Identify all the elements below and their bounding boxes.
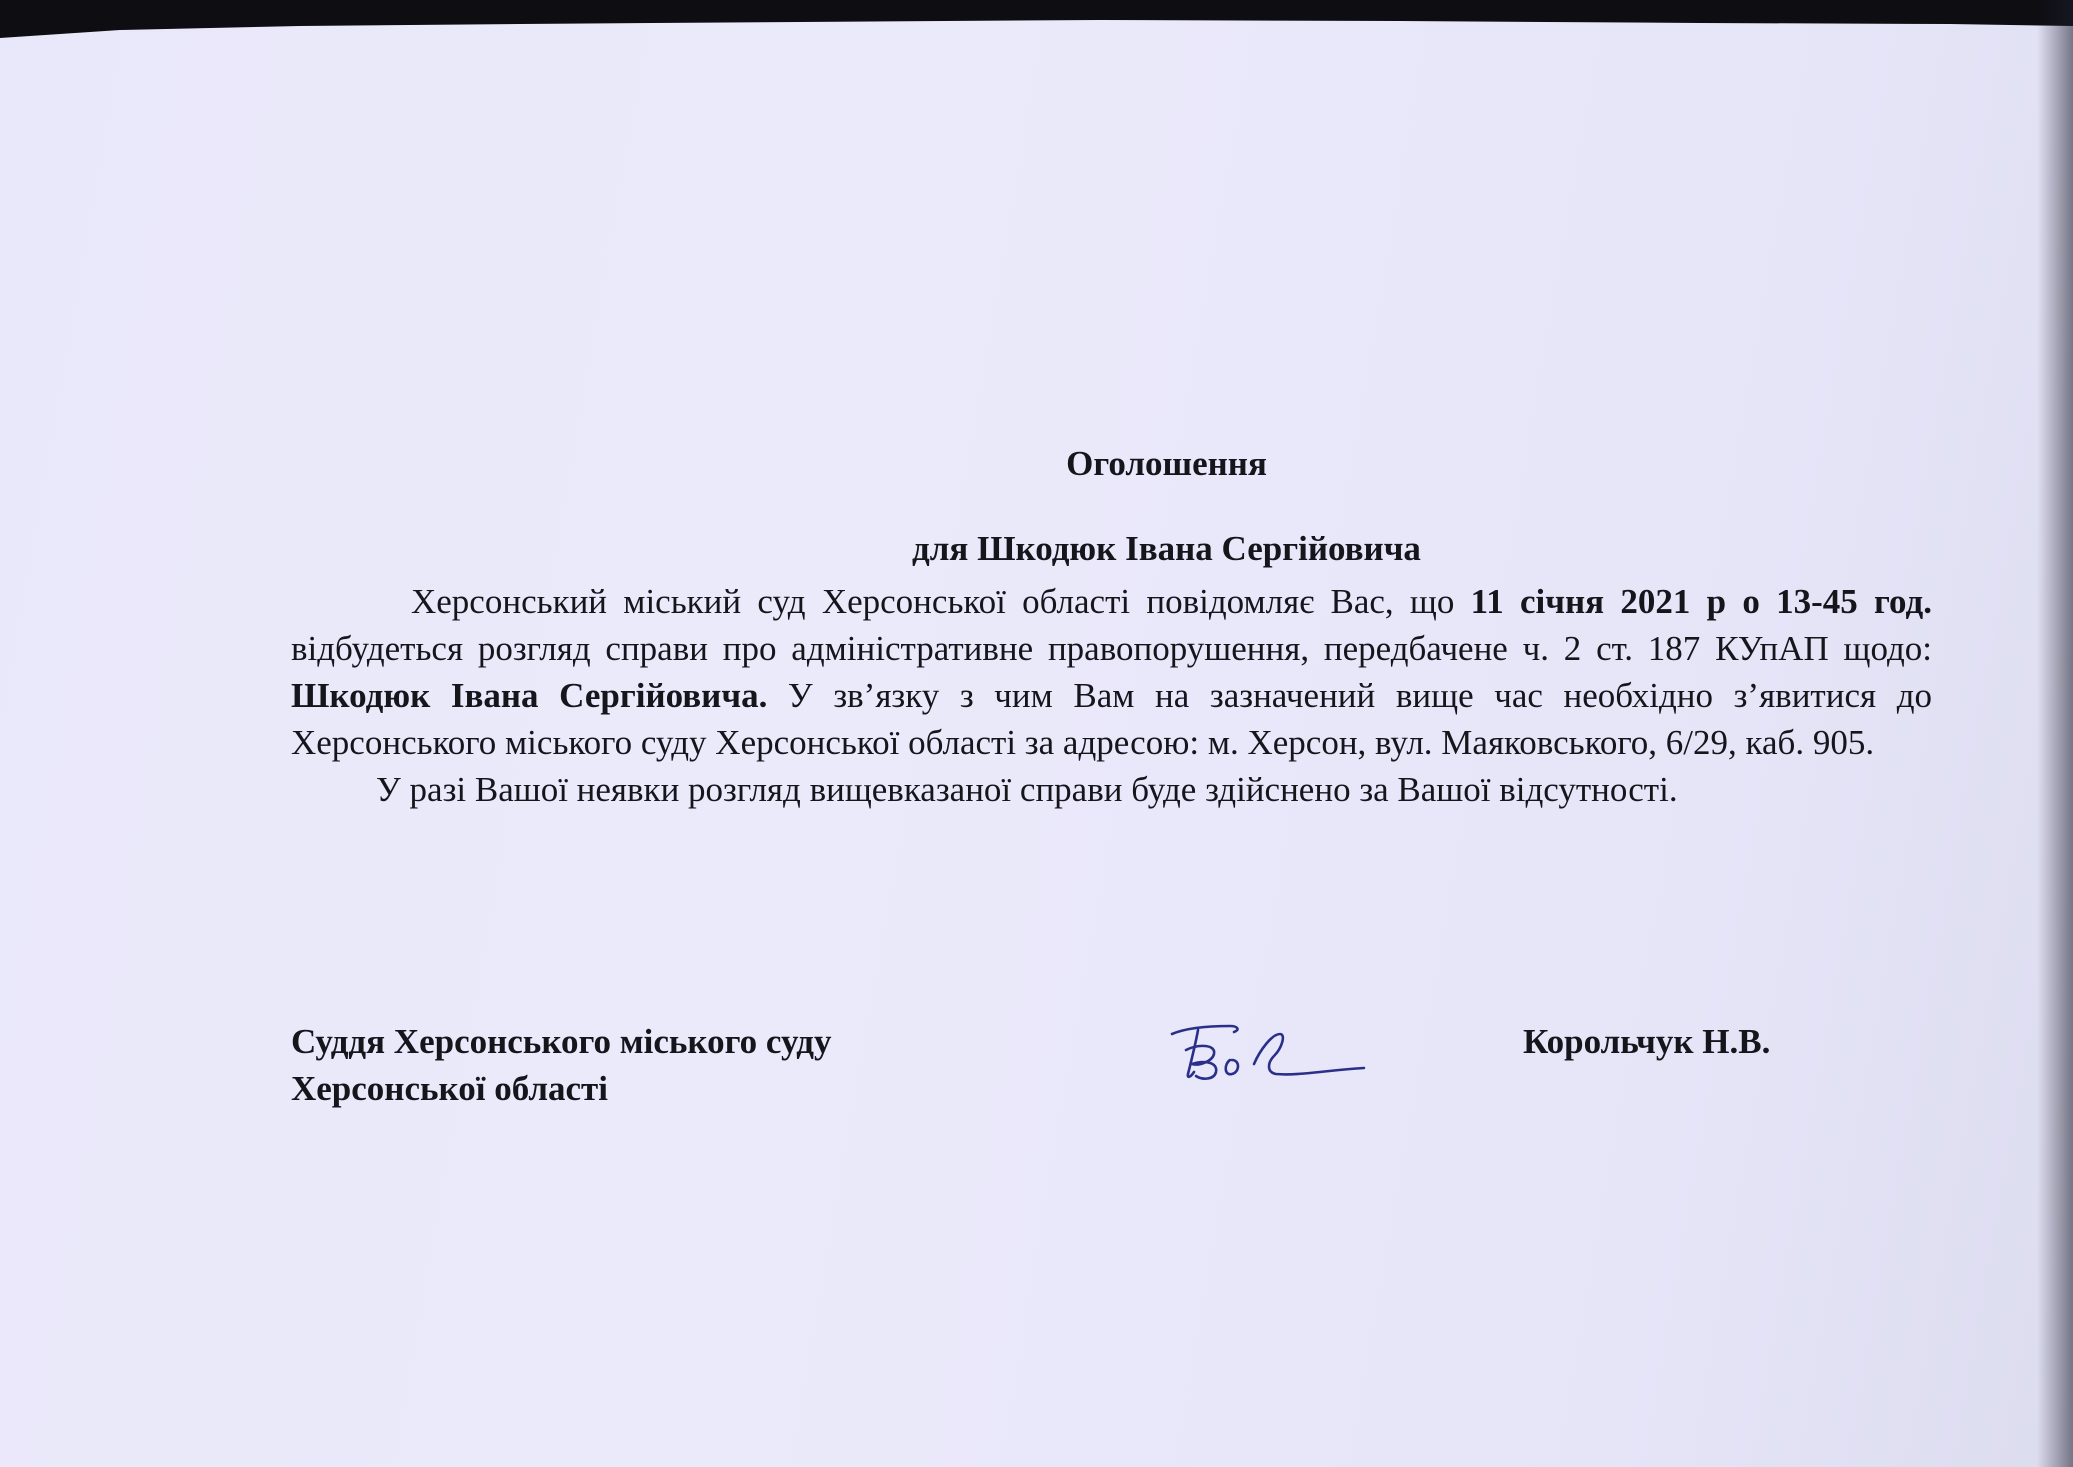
addressee-line: для Шкодюк Івана Сергійовича bbox=[912, 529, 1421, 568]
handwritten-signature-icon bbox=[1168, 1020, 1368, 1090]
edge-shadow bbox=[2037, 0, 2073, 1467]
document-body bbox=[291, 440, 1932, 813]
hearing-datetime: 11 січня 2021 р о 13-45 год. bbox=[1470, 582, 1932, 621]
judge-position-line2: Херсонської області bbox=[291, 1069, 608, 1108]
notice-paragraph bbox=[291, 578, 1932, 766]
notice-end: У зв’язку з чим Вам на зазначений вище час необхідно з’явитися до Херсонського міського суду Херсонської області за адресою: м. Херсон, вул. Маяковського, 6/29, каб. 905. bbox=[291, 676, 1933, 762]
notice-middle: відбудеться розгляд справи про адміністративне правопорушення, передбачене ч. 2 ст. 187 КУпАП щодо: bbox=[291, 629, 1932, 668]
person-name: Шкодюк Івана Сергійовича. bbox=[291, 676, 768, 715]
notice-intro: Херсонський міський суд Херсонської області повідомляє Вас, що bbox=[411, 582, 1471, 621]
absence-paragraph: У разі Вашої неявки розгляд вищевказаної справи буде здійснено за Вашої відсутності. bbox=[376, 770, 1678, 809]
signature-block bbox=[291, 1018, 1932, 1112]
signer-name: Корольчук Н.В. bbox=[1523, 1022, 1771, 1061]
judge-position-line1: Суддя Херсонського міського суду bbox=[291, 1022, 832, 1061]
document-title: Оголошення bbox=[1066, 444, 1267, 483]
